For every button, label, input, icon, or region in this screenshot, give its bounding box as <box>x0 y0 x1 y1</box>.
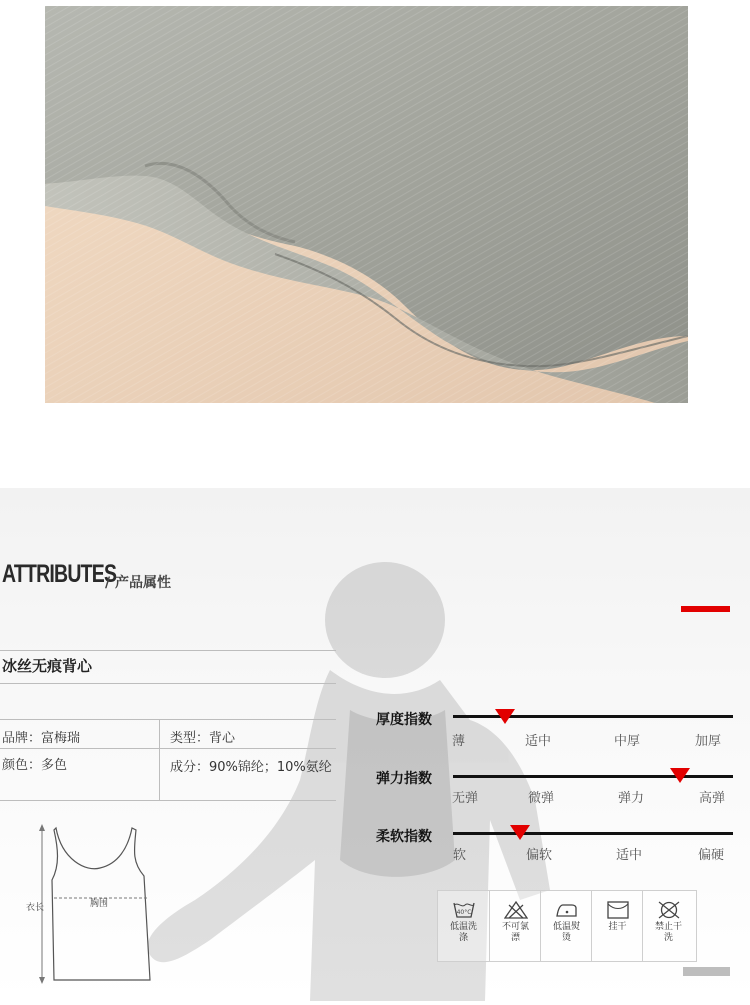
hang-dry-icon <box>606 901 630 919</box>
elasticity-label-2: 微弹 <box>528 791 555 806</box>
wash-low-temp-icon <box>452 901 476 919</box>
accent-bar <box>681 606 730 612</box>
divider <box>159 719 160 800</box>
softness-scale <box>453 832 733 835</box>
no-dry-clean-icon <box>657 901 681 919</box>
thickness-label-4: 加厚 <box>695 734 722 749</box>
elasticity-scale <box>453 775 733 778</box>
elasticity-title: 弹力指数 <box>376 771 432 787</box>
care-label: 禁止干洗 <box>654 922 682 943</box>
care-label: 低温熨烫 <box>552 922 580 943</box>
no-bleach-icon <box>504 901 528 919</box>
product-name: 冰丝无痕背心 <box>2 657 93 675</box>
thickness-marker-icon <box>495 709 515 729</box>
brand-cell: 品牌：富梅瑞 <box>2 731 81 746</box>
divider <box>0 683 336 684</box>
softness-label-2: 偏软 <box>526 848 553 863</box>
thickness-label-2: 适中 <box>525 734 552 749</box>
fabric-photo <box>45 6 688 403</box>
attributes-heading-en: ATTRIBUTES <box>2 560 117 588</box>
divider <box>0 650 336 651</box>
length-label: 衣长 <box>26 903 45 913</box>
chest-label: 胸围 <box>90 899 109 909</box>
care-label: 低温洗涤 <box>449 922 477 943</box>
care-item <box>489 891 541 961</box>
elasticity-label-4: 高弹 <box>699 791 726 806</box>
attributes-heading-cn: / 产品属性 <box>105 575 171 591</box>
care-label: 挂干 <box>608 922 627 932</box>
care-instructions <box>437 890 697 962</box>
garment-diagram <box>20 820 160 1000</box>
grey-bar <box>683 967 730 976</box>
divider <box>0 719 336 720</box>
care-item <box>540 891 592 961</box>
divider <box>0 800 336 801</box>
iron-low-icon <box>554 901 580 919</box>
composition-cell: 成分：90%锦纶；10%氨纶 <box>170 760 332 775</box>
care-item <box>591 891 643 961</box>
thickness-title: 厚度指数 <box>376 712 432 728</box>
care-label: 不可氯漂 <box>501 922 529 943</box>
care-item <box>642 891 694 961</box>
thickness-label-3: 中厚 <box>614 734 641 749</box>
softness-title: 柔软指数 <box>376 829 432 845</box>
softness-label-1: 软 <box>453 848 467 863</box>
care-item <box>438 891 489 961</box>
elasticity-marker-icon <box>670 768 690 788</box>
fabric-drape-image <box>45 6 688 403</box>
divider <box>0 748 336 749</box>
softness-label-4: 偏硬 <box>698 848 725 863</box>
color-cell: 颜色：多色 <box>2 758 68 773</box>
svg-text:40°C: 40°C <box>456 909 471 916</box>
type-cell: 类型：背心 <box>170 731 236 746</box>
softness-marker-icon <box>510 825 530 845</box>
elasticity-label-3: 弹力 <box>618 791 645 806</box>
elasticity-label-1: 无弹 <box>452 791 479 806</box>
thickness-label-1: 薄 <box>452 734 466 749</box>
softness-label-3: 适中 <box>616 848 643 863</box>
